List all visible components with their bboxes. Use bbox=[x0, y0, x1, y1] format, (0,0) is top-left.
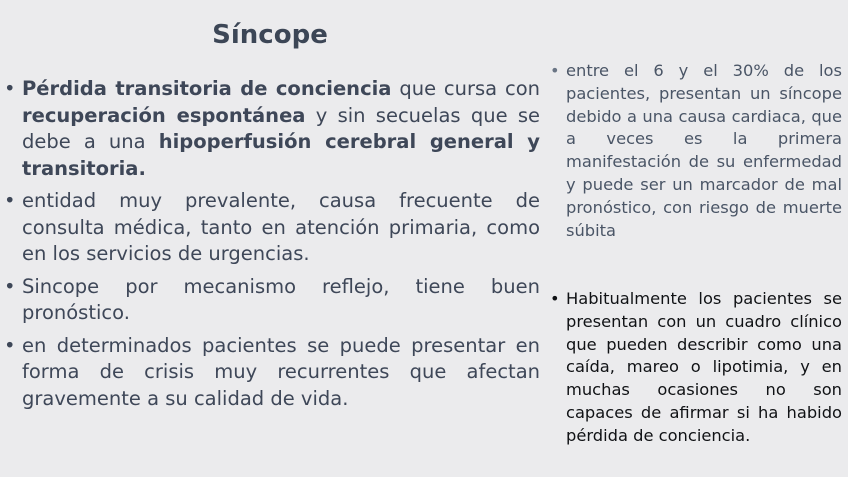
bullet-definition bbox=[4, 76, 540, 182]
bullet-text: entre el 6 y el 30% de los pacientes, presentan un síncope debido a una causa cardiaca, que a veces es la primera manifestación de su enfermedad y puede ser un marcador de mal pronóstico, con riesgo de muerte súbita bbox=[566, 61, 842, 240]
bullet-text-segment: y sin secuelas que se debe a una bbox=[22, 103, 541, 153]
bullet-text-segment: Pérdida transitoria de conciencia bbox=[22, 77, 392, 100]
bullet-recurrent-crisis bbox=[4, 333, 540, 413]
bullet-text: en determinados pacientes se puede presentar en forma de crisis muy recurrentes que afectan gravemente a su calidad de vida. bbox=[22, 333, 540, 410]
bullet-text-segment: recuperación espontánea bbox=[22, 103, 306, 127]
bullet-text: Habitualmente los pacientes se presentan con un cuadro clínico que pueden describir como una caída, mareo o lipotimia, y en muchas ocasiones no son capaces de afirmar si ha habido pérdida de conciencia. bbox=[566, 289, 842, 445]
bullet-text: entidad muy prevalente, causa frecuente de consulta médica, tanto en atención primaria, como en los servicios de urgencias. bbox=[22, 189, 540, 265]
bullet-text-segment: que cursa con bbox=[391, 77, 540, 100]
bullet-reflex-mechanism bbox=[4, 274, 540, 327]
bullet-prevalence bbox=[4, 188, 540, 268]
bullet-cardiac-cause bbox=[548, 60, 842, 242]
left-bullet-list bbox=[4, 76, 540, 418]
bullet-clinical-presentation bbox=[548, 288, 842, 448]
bullet-text: Sincope por mecanismo reflejo, tiene buen pronóstico. bbox=[22, 274, 540, 324]
right-bottom-bullet-list bbox=[548, 288, 842, 448]
slide-title: Síncope bbox=[212, 20, 328, 50]
bullet-text-segment: hipoperfusión cerebral general y transitoria. bbox=[22, 130, 540, 180]
right-top-bullet-list bbox=[548, 60, 842, 242]
